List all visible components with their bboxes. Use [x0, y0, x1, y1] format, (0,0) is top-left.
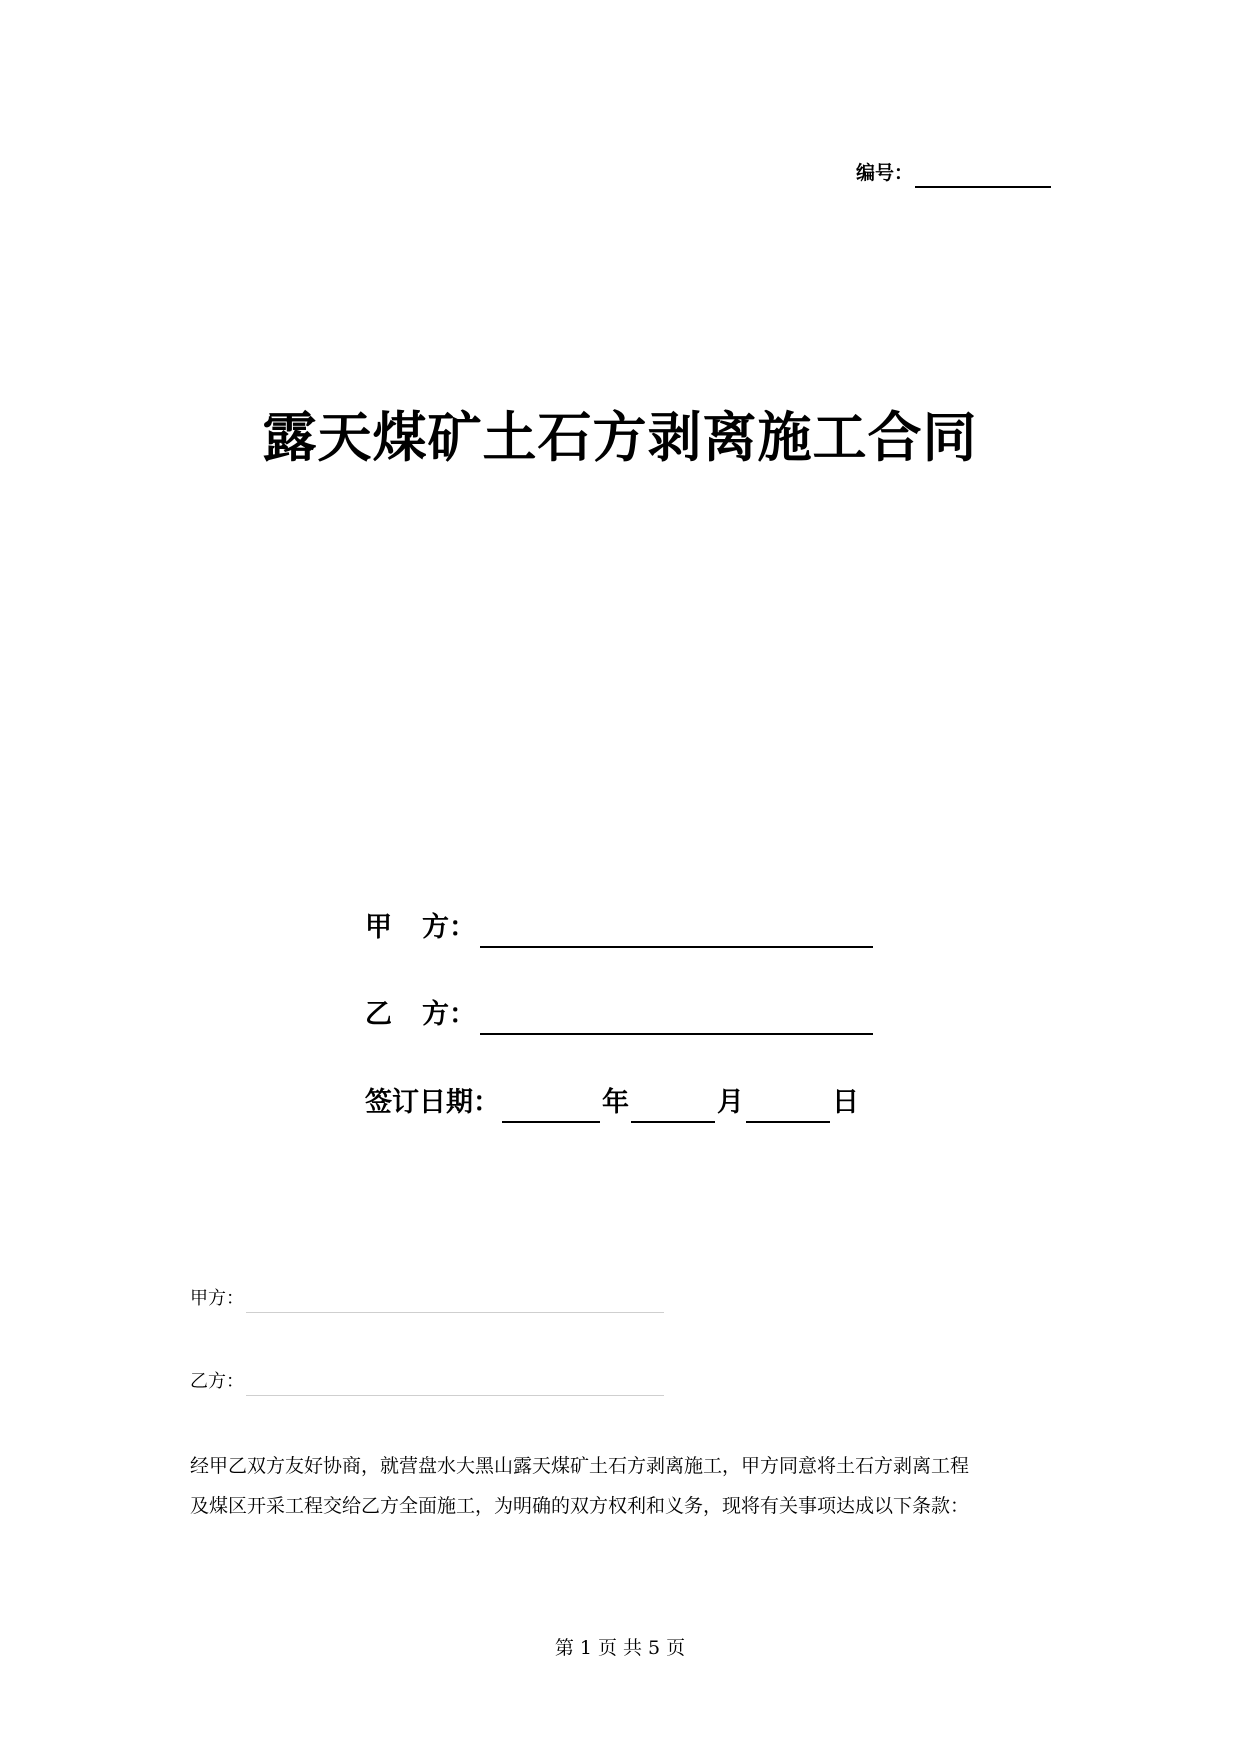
party-a-blank[interactable]: [480, 916, 873, 948]
party-b-label: 乙方：: [190, 1371, 244, 1392]
day-blank[interactable]: [746, 1091, 830, 1123]
month-blank[interactable]: [631, 1091, 715, 1123]
preamble-line-1: 经甲乙双方友好协商，就营盘水大黑山露天煤矿土石方剥离施工，甲方同意将土石方剥离工程: [190, 1455, 970, 1477]
preamble-line-2: 及煤区开采工程交给乙方全面施工，为明确的双方权利和义务，现将有关事项达成以下条款：: [190, 1495, 970, 1517]
preamble-paragraph: [190, 1446, 1050, 1526]
party-a-field: [190, 1285, 664, 1313]
party-a-label: 甲方：: [190, 1288, 244, 1309]
party-b-line[interactable]: [246, 1373, 664, 1396]
sign-date-field: [365, 1083, 859, 1123]
contract-number-label: 编号：: [856, 162, 914, 184]
sign-date-label: 签订日期：: [365, 1087, 500, 1118]
party-a-label-char: 甲: [365, 912, 392, 943]
contract-number-field: [856, 158, 1051, 188]
party-b-label-char: 乙: [365, 999, 392, 1030]
cover-party-b: [365, 995, 873, 1035]
party-b-field: [190, 1368, 664, 1396]
year-label: 年: [602, 1087, 629, 1118]
document-title: 露天煤矿土石方剥离施工合同: [262, 406, 978, 469]
contract-number-blank[interactable]: [915, 164, 1051, 188]
party-a-line[interactable]: [246, 1290, 664, 1313]
page-footer: 第 1 页 共 5 页: [554, 1637, 686, 1659]
day-label: 日: [832, 1087, 859, 1118]
cover-party-a: [365, 908, 873, 948]
party-b-blank[interactable]: [480, 1003, 873, 1035]
month-label: 月: [717, 1087, 744, 1118]
year-blank[interactable]: [502, 1091, 600, 1123]
party-a-label-suffix: 方：: [422, 912, 476, 943]
party-b-label-suffix: 方：: [422, 999, 476, 1030]
